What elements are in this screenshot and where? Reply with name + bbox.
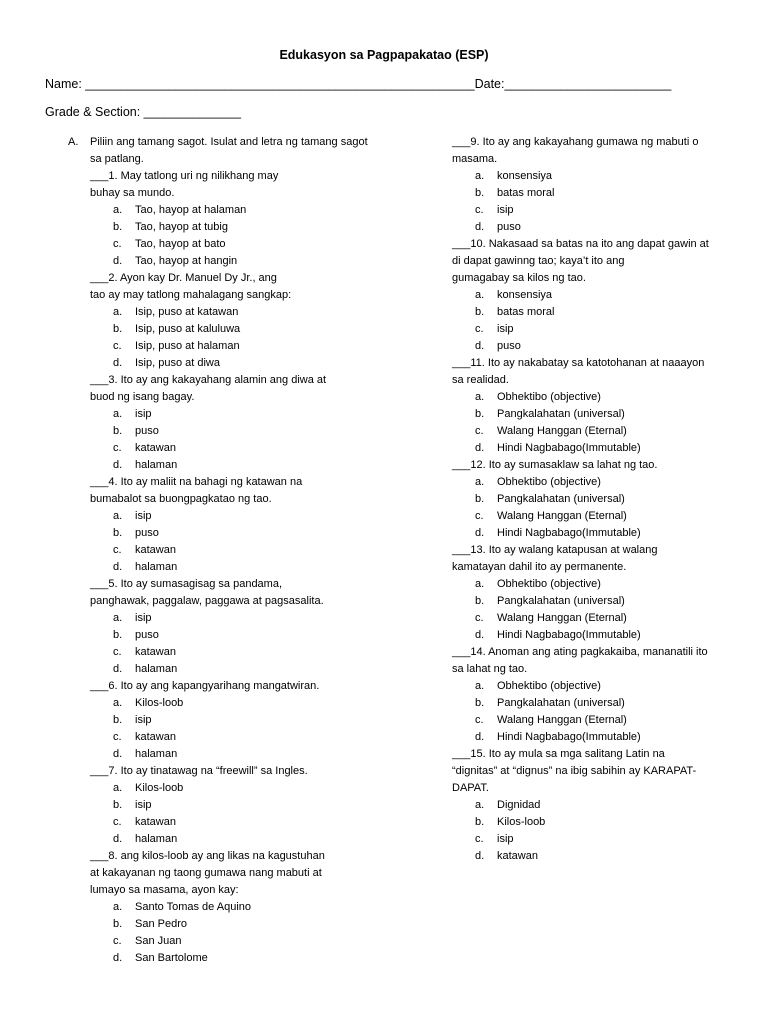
choice-letter: b. <box>113 221 123 233</box>
choice-letter: d. <box>475 629 485 641</box>
choice-letter: d. <box>113 357 123 369</box>
name-date-line: Name: ________________________________________________________Date:________________________ <box>45 77 672 91</box>
choice-letter: b. <box>113 714 123 726</box>
choice-letter: a. <box>113 204 123 216</box>
choice-item <box>452 287 727 304</box>
choice-text: Pangkalahatan (universal) <box>497 697 625 709</box>
question-item <box>68 576 368 610</box>
choice-text: Tao, hayop at hangin <box>135 255 238 267</box>
choice-text: puso <box>497 340 521 352</box>
choice-letter: a. <box>475 289 485 301</box>
choice-item <box>68 780 368 797</box>
question-text: buhay sa mundo. <box>90 187 175 199</box>
choice-letter: d. <box>475 731 485 743</box>
choice-item <box>68 542 368 559</box>
choice-letter: d. <box>475 340 485 352</box>
choice-letter: c. <box>113 238 122 250</box>
question-text: buod ng isang bagay. <box>90 391 195 403</box>
choice-text: Tao, hayop at halaman <box>135 204 247 216</box>
choice-letter: d. <box>475 221 485 233</box>
choice-item <box>452 712 727 729</box>
choice-item <box>68 321 368 338</box>
choice-item <box>68 338 368 355</box>
choice-item <box>452 508 727 525</box>
question-text: ___3. Ito ay ang kakayahang alamin ang diwa at <box>90 374 327 386</box>
choice-text: Dignidad <box>497 799 541 811</box>
choice-text: San Pedro <box>135 918 187 930</box>
choice-item <box>452 831 727 848</box>
choice-letter: b. <box>475 595 485 607</box>
choice-item <box>68 406 368 423</box>
instruction-letter: A. <box>68 136 79 148</box>
choice-item <box>68 729 368 746</box>
choice-item <box>68 950 368 967</box>
question-text: ___15. Ito ay mula sa mga salitang Latin na <box>452 748 665 760</box>
choice-text: Kilos-loob <box>497 816 546 828</box>
question-text: sa lahat ng tao. <box>452 663 528 675</box>
choice-text: katawan <box>135 442 176 454</box>
choice-text: isip <box>497 323 514 335</box>
choice-letter: d. <box>113 459 123 471</box>
choice-text: isip <box>497 204 514 216</box>
choice-text: Hindi Nagbabago(Immutable) <box>497 527 641 539</box>
choice-item <box>452 440 727 457</box>
choice-text: Pangkalahatan (universal) <box>497 595 625 607</box>
choice-item <box>452 321 727 338</box>
choice-item <box>68 644 368 661</box>
question-text: kamatayan dahil ito ay permanente. <box>452 561 627 573</box>
choice-item <box>452 389 727 406</box>
question-text: ___1. May tatlong uri ng nilikhang may <box>90 170 279 182</box>
question-text: ___5. Ito ay sumasagisag sa pandama, <box>90 578 283 590</box>
choice-letter: b. <box>113 918 123 930</box>
question-text: DAPAT. <box>452 782 489 794</box>
choice-letter: b. <box>113 323 123 335</box>
choice-text: Isip, puso at katawan <box>135 306 239 318</box>
question-item <box>452 134 727 168</box>
choice-text: isip <box>135 510 152 522</box>
choice-text: Santo Tomas de Aquino <box>135 901 251 913</box>
choice-letter: d. <box>475 442 485 454</box>
question-text: lumayo sa masama, ayon kay: <box>90 884 239 896</box>
question-text: tao ay may tatlong mahalagang sangkap: <box>90 289 292 301</box>
choice-text: batas moral <box>497 187 555 199</box>
choice-letter: b. <box>475 187 485 199</box>
choice-letter: a. <box>113 306 123 318</box>
choice-item <box>68 253 368 270</box>
choice-item <box>68 933 368 950</box>
choice-text: Tao, hayop at bato <box>135 238 226 250</box>
choice-letter: a. <box>475 799 485 811</box>
choice-text: batas moral <box>497 306 555 318</box>
question-text: ___12. Ito ay sumasaklaw sa lahat ng tao. <box>452 459 658 471</box>
choice-letter: d. <box>113 561 123 573</box>
choice-item <box>68 916 368 933</box>
choice-item <box>452 338 727 355</box>
choice-letter: c. <box>475 204 484 216</box>
choice-text: katawan <box>135 816 176 828</box>
choice-item <box>68 219 368 236</box>
choice-item <box>68 814 368 831</box>
choice-text: Kilos-loob <box>135 782 184 794</box>
question-item <box>68 848 368 899</box>
choice-item <box>452 202 727 219</box>
choice-text: San Juan <box>135 935 182 947</box>
question-text: ___6. Ito ay ang kapangyarihang mangatwiran. <box>90 680 320 692</box>
instruction-text: Piliin ang tamang sagot. Isulat and letra ng tamang sagot sa patlang. <box>90 136 368 165</box>
choice-item <box>452 814 727 831</box>
choice-item <box>452 729 727 746</box>
choice-item <box>452 406 727 423</box>
choice-letter: b. <box>475 816 485 828</box>
choice-letter: a. <box>113 697 123 709</box>
question-item <box>68 763 368 780</box>
choice-letter: d. <box>475 850 485 862</box>
choice-letter: c. <box>113 646 122 658</box>
choice-text: Pangkalahatan (universal) <box>497 493 625 505</box>
choice-text: halaman <box>135 561 178 573</box>
choice-letter: d. <box>475 527 485 539</box>
question-text: ___8. ang kilos-loob ay ang likas na kagustuhan <box>90 850 325 862</box>
choice-item <box>452 219 727 236</box>
question-text: ___11. Ito ay nakabatay sa katotohanan at naaayon <box>452 357 705 369</box>
choice-text: Isip, puso at diwa <box>135 357 220 369</box>
question-item <box>452 542 727 576</box>
choice-item <box>452 797 727 814</box>
choice-item <box>452 423 727 440</box>
choice-text: Hindi Nagbabago(Immutable) <box>497 731 641 743</box>
choice-letter: d. <box>113 748 123 760</box>
choice-letter: a. <box>113 612 123 624</box>
choice-text: Obhektibo (objective) <box>497 680 601 692</box>
question-text: panghawak, paggalaw, paggawa at pagsasalita. <box>90 595 324 607</box>
choice-text: Walang Hanggan (Eternal) <box>497 510 627 522</box>
choice-text: Pangkalahatan (universal) <box>497 408 625 420</box>
choice-text: halaman <box>135 459 178 471</box>
choice-text: isip <box>135 799 152 811</box>
question-item <box>68 168 368 202</box>
question-text: ___10. Nakasaad sa batas na ito ang dapat gawin at <box>452 238 709 250</box>
question-text: ___9. Ito ay ang kakayahang gumawa ng mabuti o <box>452 136 699 148</box>
choice-item <box>68 355 368 372</box>
choice-letter: c. <box>475 510 484 522</box>
choice-text: isip <box>135 612 152 624</box>
choice-item <box>452 627 727 644</box>
question-text: ___14. Anoman ang ating pagkakaiba, mananatili ito <box>452 646 708 658</box>
choice-letter: a. <box>475 391 485 403</box>
choice-letter: c. <box>475 323 484 335</box>
choice-letter: a. <box>475 680 485 692</box>
choice-letter: a. <box>475 578 485 590</box>
choice-item <box>68 746 368 763</box>
question-text: ___4. Ito ay maliit na bahagi ng katawan na <box>90 476 303 488</box>
choice-letter: b. <box>113 527 123 539</box>
choice-text: Kilos-loob <box>135 697 184 709</box>
choice-item <box>452 678 727 695</box>
choice-item <box>452 593 727 610</box>
question-item <box>452 746 727 797</box>
choice-item <box>68 695 368 712</box>
choice-item <box>68 797 368 814</box>
choice-item <box>68 304 368 321</box>
right-column <box>452 134 727 865</box>
choice-text: konsensiya <box>497 170 553 182</box>
choice-letter: b. <box>113 425 123 437</box>
question-text: sa realidad. <box>452 374 509 386</box>
choice-text: puso <box>135 425 159 437</box>
question-text: gumagabay sa kilos ng tao. <box>452 272 586 284</box>
question-item <box>452 644 727 678</box>
choice-item <box>68 423 368 440</box>
choice-text: Walang Hanggan (Eternal) <box>497 425 627 437</box>
choice-letter: a. <box>475 170 485 182</box>
choice-letter: c. <box>475 714 484 726</box>
choice-item <box>452 474 727 491</box>
choice-letter: a. <box>113 782 123 794</box>
choice-item <box>452 525 727 542</box>
choice-text: isip <box>497 833 514 845</box>
choice-item <box>68 457 368 474</box>
choice-text: Obhektibo (objective) <box>497 476 601 488</box>
choice-letter: d. <box>113 952 123 964</box>
choice-item <box>68 508 368 525</box>
choice-item <box>68 899 368 916</box>
choice-letter: d. <box>113 255 123 267</box>
question-text: ___13. Ito ay walang katapusan at walang <box>452 544 658 556</box>
choice-text: katawan <box>135 646 176 658</box>
choice-text: konsensiya <box>497 289 553 301</box>
choice-text: isip <box>135 714 152 726</box>
choice-letter: b. <box>475 697 485 709</box>
choice-text: katawan <box>135 731 176 743</box>
choice-item <box>452 695 727 712</box>
choice-text: halaman <box>135 663 178 675</box>
question-item <box>452 457 727 474</box>
question-item <box>68 474 368 508</box>
choice-text: Walang Hanggan (Eternal) <box>497 612 627 624</box>
choice-item <box>452 576 727 593</box>
choice-text: Hindi Nagbabago(Immutable) <box>497 442 641 454</box>
choice-letter: c. <box>113 544 122 556</box>
choice-text: Obhektibo (objective) <box>497 578 601 590</box>
choice-text: halaman <box>135 748 178 760</box>
choice-letter: a. <box>113 408 123 420</box>
question-item <box>68 678 368 695</box>
choice-text: Isip, puso at kaluluwa <box>135 323 241 335</box>
choice-item <box>452 848 727 865</box>
worksheet-title: Edukasyon sa Pagpapakatao (ESP) <box>279 48 489 62</box>
choice-letter: b. <box>113 799 123 811</box>
question-text: ___2. Ayon kay Dr. Manuel Dy Jr., ang <box>90 272 277 284</box>
question-item <box>452 355 727 389</box>
choice-text: halaman <box>135 833 178 845</box>
question-text: masama. <box>452 153 498 165</box>
choice-text: San Bartolome <box>135 952 208 964</box>
choice-letter: c. <box>475 612 484 624</box>
choice-letter: c. <box>475 425 484 437</box>
choice-letter: d. <box>113 833 123 845</box>
question-item <box>68 270 368 304</box>
choice-item <box>452 304 727 321</box>
question-text: ___7. Ito ay tinatawag na “freewill” sa Ingles. <box>90 765 308 777</box>
choice-letter: c. <box>113 340 122 352</box>
choice-item <box>68 627 368 644</box>
choice-letter: c. <box>475 833 484 845</box>
choice-item <box>68 712 368 729</box>
choice-text: katawan <box>497 850 538 862</box>
choice-item <box>68 236 368 253</box>
choice-letter: c. <box>113 816 122 828</box>
choice-item <box>68 831 368 848</box>
choice-item <box>452 491 727 508</box>
choice-item <box>68 440 368 457</box>
instruction <box>68 134 368 168</box>
choice-text: Hindi Nagbabago(Immutable) <box>497 629 641 641</box>
choice-item <box>452 168 727 185</box>
choice-letter: a. <box>475 476 485 488</box>
choice-text: Walang Hanggan (Eternal) <box>497 714 627 726</box>
left-column <box>68 134 368 967</box>
choice-letter: c. <box>113 442 122 454</box>
choice-text: katawan <box>135 544 176 556</box>
choice-letter: b. <box>475 493 485 505</box>
choice-letter: b. <box>475 408 485 420</box>
question-text: bumabalot sa buongpagkatao ng tao. <box>90 493 272 505</box>
choice-text: Isip, puso at halaman <box>135 340 240 352</box>
choice-item <box>452 185 727 202</box>
grade-section-line: Grade & Section: ______________ <box>45 105 241 119</box>
choice-text: isip <box>135 408 152 420</box>
choice-item <box>68 610 368 627</box>
choice-letter: a. <box>113 901 123 913</box>
choice-letter: d. <box>113 663 123 675</box>
choice-item <box>68 525 368 542</box>
question-item <box>452 236 727 287</box>
choice-item <box>68 661 368 678</box>
choice-item <box>452 610 727 627</box>
choice-text: Obhektibo (objective) <box>497 391 601 403</box>
question-text: di dapat gawinng tao; kaya’t ito ang <box>452 255 625 267</box>
choice-text: puso <box>135 629 159 641</box>
choice-letter: b. <box>113 629 123 641</box>
choice-letter: c. <box>113 935 122 947</box>
choice-text: Tao, hayop at tubig <box>135 221 228 233</box>
choice-letter: b. <box>475 306 485 318</box>
choice-item <box>68 202 368 219</box>
choice-text: puso <box>497 221 521 233</box>
question-text: “dignitas” at “dignus” na ibig sabihin ay KARAPAT- <box>452 765 697 777</box>
question-text: at kakayanan ng taong gumawa nang mabuti at <box>90 867 322 879</box>
choice-letter: c. <box>113 731 122 743</box>
choice-letter: a. <box>113 510 123 522</box>
choice-item <box>68 559 368 576</box>
question-item <box>68 372 368 406</box>
choice-text: puso <box>135 527 159 539</box>
